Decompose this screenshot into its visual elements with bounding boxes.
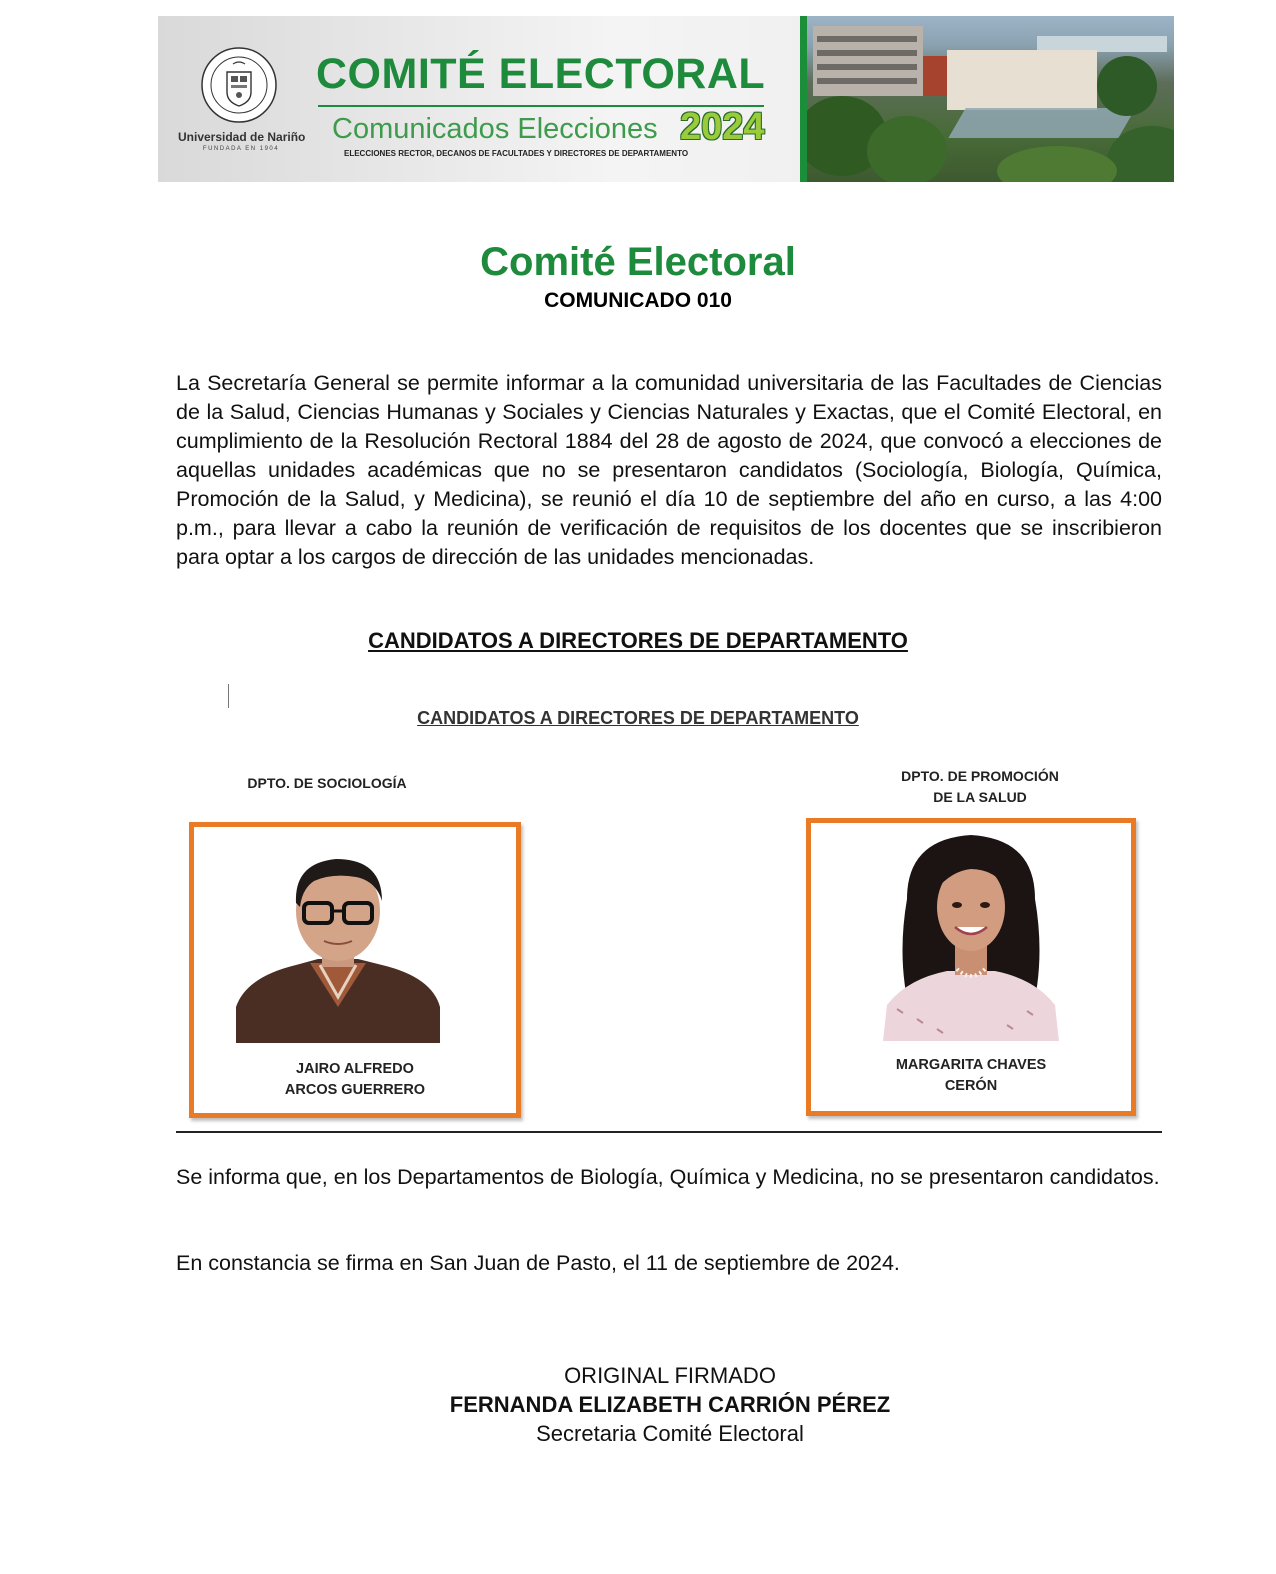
text-cursor: [228, 684, 229, 708]
horizontal-divider: [176, 1131, 1162, 1133]
image-heading: [0, 708, 1276, 729]
no-candidates-paragraph: Se informa que, en los Departamentos de Biología, Química y Medicina, no se presentaron candidatos.: [176, 1165, 1160, 1189]
page-title: Comité Electoral: [480, 240, 796, 284]
department-label-sociologia: DPTO. DE SOCIOLOGÍA: [247, 775, 407, 791]
banner-tagline: ELECCIONES RECTOR, DECANOS DE FACULTADES Y DIRECTORES DE DEPARTAMENTO: [344, 149, 689, 158]
communique-number: COMUNICADO 010: [544, 289, 732, 312]
candidate-card: [189, 822, 521, 1118]
department-label-promocion-salud: DPTO. DE PROMOCIÓN DE LA SALUD: [901, 768, 1059, 805]
candidate-card: [806, 818, 1136, 1116]
university-seal-logo: [200, 46, 278, 124]
intro-paragraph: La Secretaría General se permite informar a la comunidad universitaria de las Facultades de Ciencias de la Salud, Ciencias Humanas y Sociales y Ciencias Naturales y Exactas, que el Comité Electoral, en cumplimiento de la Resolución Rectoral 1884 del 28 de agosto de 2024, que convocó a elecciones de aquellas unidades académicas que no se presentaron candidatos (Sociología, Biología, Química, Promoción de la Salud, y Medicina), se reunió el día 10 de septiembre del año en curso, a las 4:00 p.m., para llevar a cabo la reunión de verificación de requisitos de los docentes que se inscribieron para optar a los cargos de dirección de las unidades mencionadas.: [176, 371, 1162, 569]
section-heading: [0, 628, 1276, 654]
banner-year: 2024: [680, 106, 765, 148]
candidate-name: JAIRO ALFREDO ARCOS GUERRERO: [284, 1061, 426, 1098]
section-heading-text: CANDIDATOS A DIRECTORES DE DEPARTAMENTO: [368, 628, 908, 653]
candidate-photo: [236, 837, 440, 1043]
candidate-name: MARGARITA CHAVES CERÓN: [895, 1057, 1047, 1094]
banner-title: COMITÉ ELECTORAL: [316, 50, 766, 98]
header-banner: [158, 16, 1174, 182]
university-founded: FUNDADA EN 1904: [202, 146, 280, 152]
signatory-role: Secretaria Comité Electoral: [536, 1421, 804, 1446]
signing-statement: En constancia se firma en San Juan de Pasto, el 11 de septiembre de 2024.: [176, 1251, 900, 1275]
signatory-name: FERNANDA ELIZABETH CARRIÓN PÉREZ: [449, 1392, 891, 1417]
campus-photo: [800, 16, 1174, 182]
signature-status: ORIGINAL FIRMADO: [564, 1363, 776, 1388]
university-name: Universidad de Nariño: [178, 130, 306, 144]
image-heading-text: CANDIDATOS A DIRECTORES DE DEPARTAMENTO: [417, 708, 859, 728]
candidate-photo: [877, 829, 1065, 1041]
banner-subtitle: Comunicados Elecciones: [332, 113, 658, 145]
